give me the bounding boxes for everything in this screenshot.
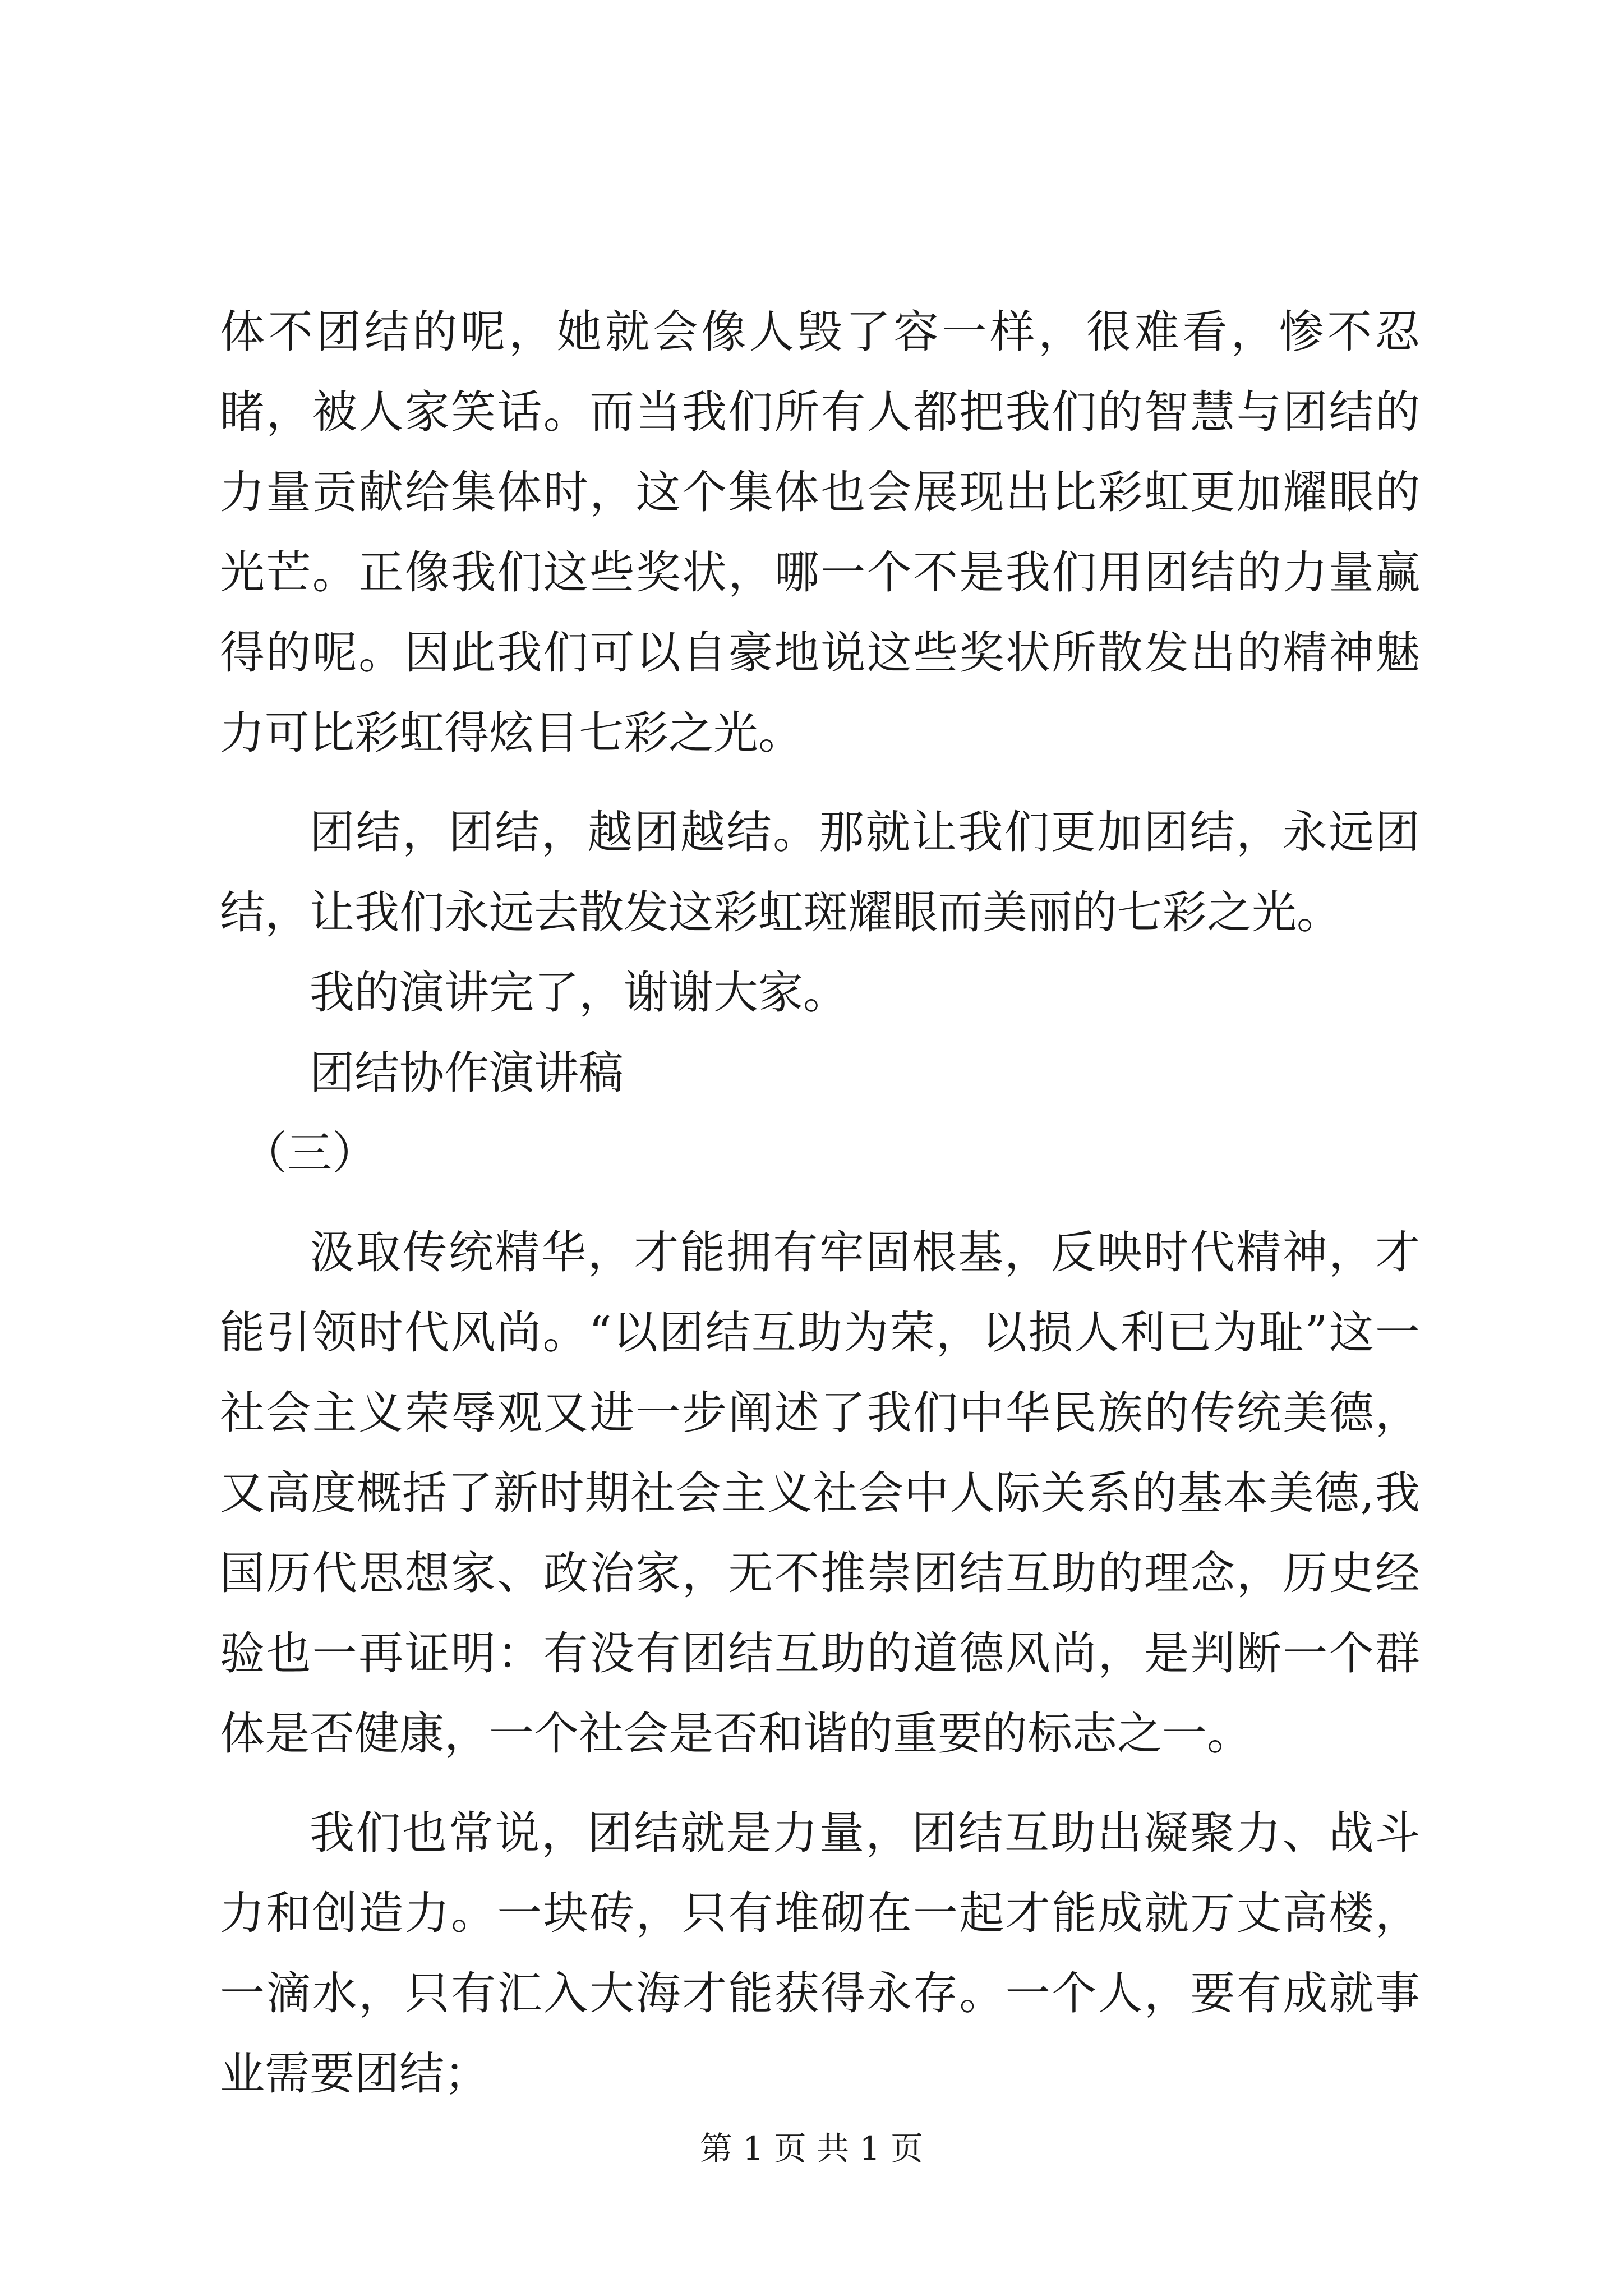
- paragraph-continuation: 体不团结的呢，她就会像人毁了容一样，很难看，惨不忍睹，被人家笑话。而当我们所有人都把我们的智慧与团结的力量贡献给集体时，这个集体也会展现出比彩虹更加耀眼的光芒。正像我们这些奖状，哪一个不是我们用团结的力量赢得的呢。因此我们可以自豪地说这些奖状所散发出的精神魅力可比彩虹得炫目七彩之光。: [220, 306, 1420, 759]
- document-body: [220, 292, 1420, 2114]
- paragraph-unity: 团结，团结，越团越结。那就让我们更加团结，永远团结，让我们永远去散发这彩虹斑耀眼而美丽的七彩之光。: [220, 806, 1420, 938]
- paragraph-closing: 我的演讲完了，谢谢大家。: [310, 967, 848, 1019]
- page-footer: 第 1 页 共 1 页: [700, 2129, 923, 2168]
- section-title: 团结协作演讲稿: [310, 1047, 624, 1099]
- paragraph-strength: 我们也常说，团结就是力量，团结互助出凝聚力、战斗力和创造力。一块砖，只有堆砌在一起才能成就万丈高楼，一滴水，只有汇入大海才能获得永存。一个人，要有成就事业需要团结；: [220, 1807, 1420, 2100]
- paragraph-tradition: 汲取传统精华，才能拥有牢固根基，反映时代精神，才能引领时代风尚。“以团结互助为荣，以损人利已为耻”这一社会主义荣辱观又进一步阐述了我们中华民族的传统美德，又高度概括了新时期社会主义社会中人际关系的基本美德,我国历代思想家、政治家，无不推崇团结互助的理念，历史经验也一再证明：有没有团结互助的道德风尚，是判断一个群体是否健康，一个社会是否和谐的重要的标志之一。: [220, 1226, 1420, 1760]
- section-number: （三）: [242, 1127, 377, 1179]
